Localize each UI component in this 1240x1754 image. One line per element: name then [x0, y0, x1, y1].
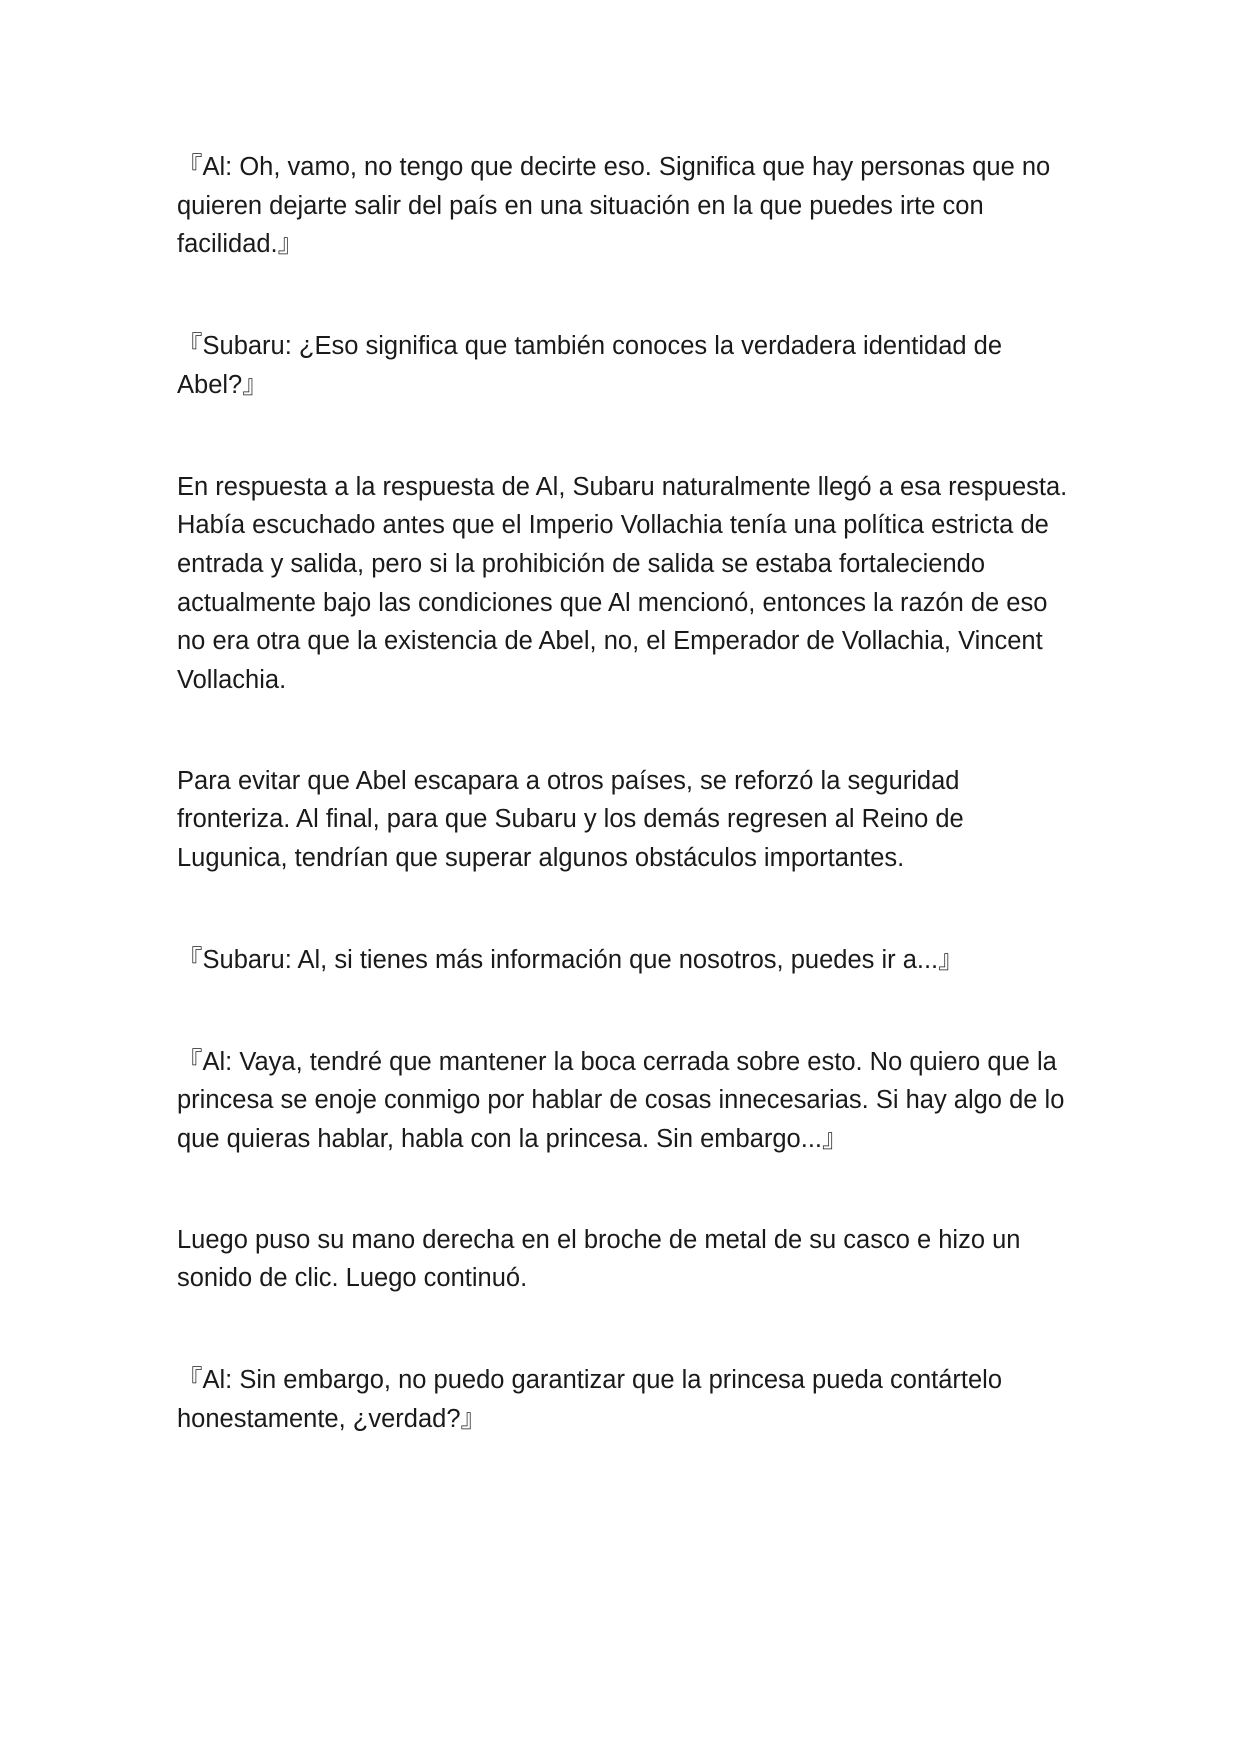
paragraph-al-dialogue-1: 『Al: Oh, vamo, no tengo que decirte eso. Significa que hay personas que no quieren dejarte salir del país en una situación en la que puedes irte con facilidad.』: [177, 153, 1051, 259]
document-body: [177, 148, 1077, 1438]
paragraph-al-dialogue-3: 『Al: Sin embargo, no puedo garantizar que la princesa pueda contártelo honestamente, ¿verdad?』: [177, 1366, 1003, 1433]
paragraph-subaru-dialogue-1: 『Subaru: ¿Eso significa que también conoces la verdadera identidad de Abel?』: [177, 332, 1003, 399]
paragraph-narration-3: Luego puso su mano derecha en el broche de metal de su casco e hizo un sonido de clic. Luego continuó.: [177, 1225, 1021, 1293]
paragraph-narration-2: Para evitar que Abel escapara a otros países, se reforzó la seguridad fronteriza. Al final, para que Subaru y los demás regresen al Reino de Lugunica, tendrían que superar algunos obstáculos importantes.: [177, 766, 964, 873]
paragraph-subaru-dialogue-2: 『Subaru: Al, si tienes más información que nosotros, puedes ir a...』: [177, 945, 964, 974]
paragraph-al-dialogue-2: 『Al: Vaya, tendré que mantener la boca cerrada sobre esto. No quiero que la princesa se enoje conmigo por hablar de cosas innecesarias. Si hay algo de lo que quieras hablar, habla con la princesa. Sin embargo...』: [177, 1047, 1065, 1153]
paragraph-narration-1: En respuesta a la respuesta de Al, Subaru naturalmente llegó a esa respuesta. Había escuchado antes que el Imperio Vollachia tenía una política estricta de entrada y salida, pero si la prohibición de salida se estaba fortaleciendo actualmente bajo las condiciones que Al mencionó, entonces la razón de eso no era otra que la existencia de Abel, no, el Emperador de Vollachia, Vincent Vollachia.: [177, 472, 1068, 695]
